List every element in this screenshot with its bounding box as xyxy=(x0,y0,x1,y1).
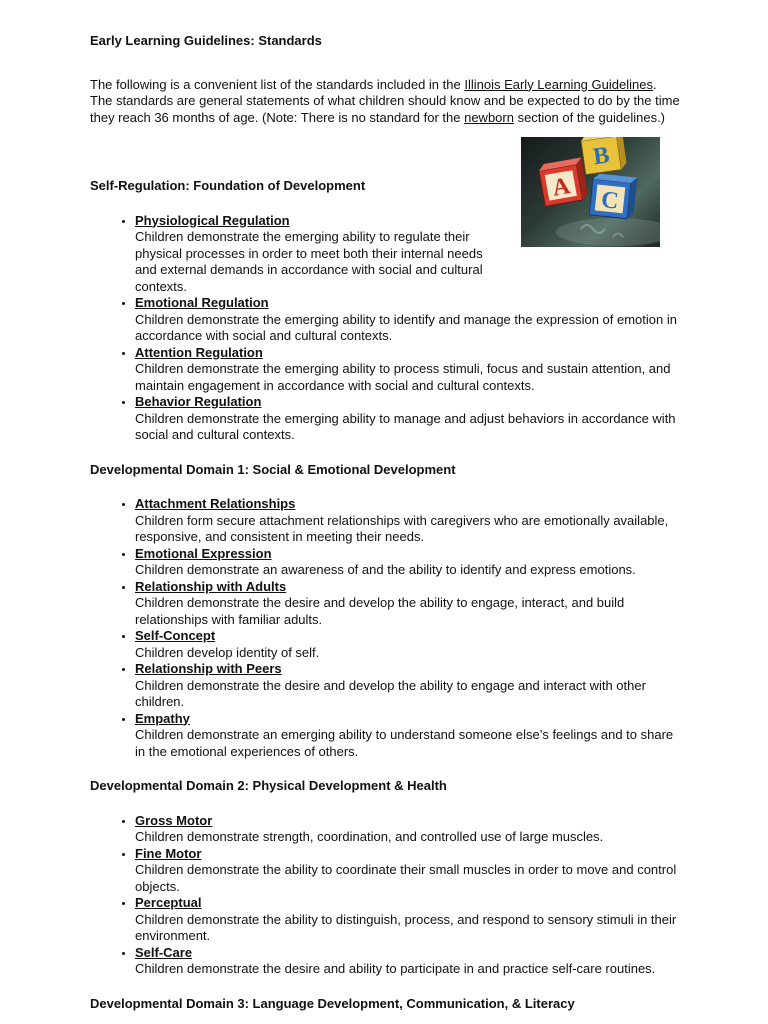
standard-description: Children form secure attachment relationships with caregivers who are emotionally available, responsive, and consistent in meeting their needs. xyxy=(135,512,669,544)
standard-name[interactable]: • Emotional Expression xyxy=(135,545,272,561)
abc-blocks-illustration xyxy=(521,137,660,247)
section-title-domain-1: Developmental Domain 1: Social & Emotional Development xyxy=(90,461,456,477)
block-c-letter: C xyxy=(599,187,620,215)
standard-name[interactable]: • Perceptual xyxy=(135,895,202,910)
standard-name[interactable]: • Attention Regulation xyxy=(135,344,263,360)
standard-name[interactable]: • Fine Motor xyxy=(135,845,202,861)
standard-description: Children demonstrate the emerging ability to process stimuli, focus and sustain attention, and maintain engagement in accordance with social and cultural contexts. xyxy=(135,361,671,393)
abc-blocks-image xyxy=(521,137,660,247)
list-item xyxy=(135,295,680,345)
standard-name[interactable]: • Relationship with Adults xyxy=(135,578,287,594)
list-item xyxy=(135,813,680,846)
intro-text: The following is a convenient list of the standards included in the xyxy=(90,76,465,92)
intro-text: . The standards are general statements of what children should know and be expected to do by the time they reach 36 months of age. (Note: There is no standard for the xyxy=(90,76,680,125)
standard-description: Children demonstrate an awareness of and the ability to identify and express emotions. xyxy=(135,562,636,577)
section-title-domain-3: Developmental Domain 3: Language Development, Communication, & Literacy xyxy=(90,995,575,1011)
block-c xyxy=(589,173,637,219)
standard-description: Children demonstrate the ability to distinguish, process, and respond to sensory stimuli in their environment. xyxy=(135,911,677,943)
list-item xyxy=(135,394,680,444)
list-item xyxy=(135,345,680,395)
standard-name[interactable]: • Empathy xyxy=(135,710,190,726)
standard-name[interactable]: • Emotional Regulation xyxy=(135,295,269,310)
newborn-link[interactable]: newborn xyxy=(464,109,514,125)
list-item xyxy=(135,846,680,896)
illinois-guidelines-link[interactable]: Illinois Early Learning Guidelines xyxy=(464,76,653,92)
list-item xyxy=(135,496,680,546)
standard-description: Children demonstrate strength, coordination, and controlled use of large muscles. xyxy=(135,829,604,844)
standard-name[interactable]: • Self-Concept xyxy=(135,628,216,643)
list-item xyxy=(135,711,680,761)
standard-name[interactable]: • Attachment Relationships xyxy=(135,496,296,511)
block-a xyxy=(538,157,589,206)
standard-description: Children demonstrate the desire and ability to participate in and practice self-care routines. xyxy=(135,961,656,976)
block-a-letter: A xyxy=(550,173,572,202)
list-item xyxy=(135,945,680,978)
list-item xyxy=(135,579,680,629)
standard-description: Children demonstrate the emerging ability to regulate their physical processes in order to meet both their internal needs and external demands in accordance with social and cultural contexts. xyxy=(135,229,483,294)
block-b-letter: B xyxy=(591,142,612,171)
standard-name[interactable]: • Behavior Regulation xyxy=(135,394,262,409)
standard-description: Children demonstrate the desire and develop the ability to engage, interact, and build relationships with familiar adults. xyxy=(135,595,625,627)
list-item xyxy=(135,628,680,661)
intro-text: section of the guidelines.) xyxy=(513,109,666,125)
list-item xyxy=(135,895,680,945)
standard-description: Children demonstrate the emerging ability to manage and adjust behaviors in accordance with social and cultural contexts. xyxy=(135,410,676,442)
section-title-domain-2: Developmental Domain 2: Physical Development & Health xyxy=(90,778,447,793)
standard-description: Children demonstrate the ability to coordinate their small muscles in order to move and control objects. xyxy=(135,862,677,894)
standard-description: Children develop identity of self. xyxy=(135,644,320,660)
standard-description: Children demonstrate the emerging ability to identify and manage the expression of emotion in accordance with social and cultural contexts. xyxy=(135,311,677,343)
standards-list-domain-1 xyxy=(90,496,680,760)
section-title-self-regulation: Self-Regulation: Foundation of Development xyxy=(90,178,366,193)
intro-paragraph xyxy=(90,77,680,127)
standard-description: Children demonstrate the desire and develop the ability to engage and interact with other children. xyxy=(135,677,646,709)
standard-description: Children demonstrate an emerging ability to understand someone else’s feelings and to share in the emotional experiences of others. xyxy=(135,727,674,759)
standard-name[interactable]: • Relationship with Peers xyxy=(135,661,282,676)
document-title: Early Learning Guidelines: Standards xyxy=(90,33,322,48)
standards-list-domain-2 xyxy=(90,813,680,978)
standard-name[interactable]: • Self-Care xyxy=(135,944,193,960)
block-b xyxy=(580,137,627,175)
list-item xyxy=(135,546,680,579)
list-item xyxy=(135,661,680,711)
standard-name[interactable]: • Gross Motor xyxy=(135,812,213,828)
standards-list-self-regulation xyxy=(90,213,680,444)
standard-name[interactable]: • Physiological Regulation xyxy=(135,212,290,228)
